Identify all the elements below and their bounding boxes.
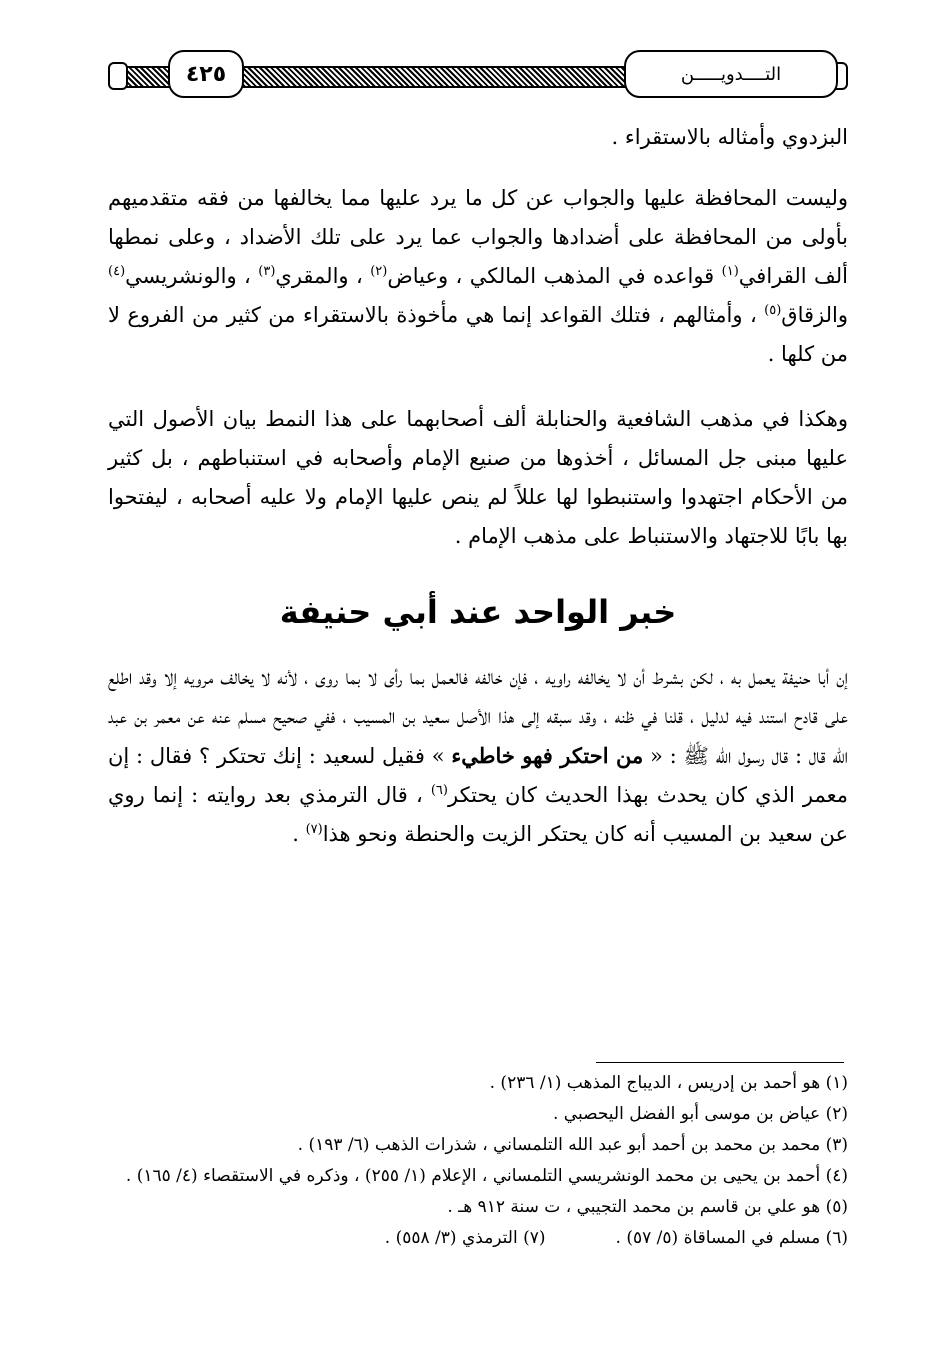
page-number: ٤٢٥: [168, 50, 244, 98]
hadith-text: من احتكر فهو خاطيء: [451, 743, 644, 768]
footnote-ref-2: (٢): [370, 264, 388, 279]
main-text: [108, 118, 848, 880]
footnote-5: (٥) هو علي بن قاسم بن محمد التجيبي ، ت سنة ٩١٢ هـ .: [447, 1197, 848, 1217]
footnote-ref-3: (٣): [258, 264, 276, 279]
paragraph-1: البزدوي وأمثاله بالاستقراء .: [611, 125, 848, 149]
footnote-6: (٦) مسلم في المساقاة (٥/ ٥٧) .: [615, 1228, 848, 1248]
paragraph-2: [108, 179, 848, 374]
footnote-ref-7: (٧): [305, 822, 323, 837]
paragraph-3: وهكذا في مذهب الشافعية والحنابلة ألف أصحابهما على هذا النمط بيان الأصول التي عليها مبنى جل المسائل ، أخذوها من صنيع الإمام وأصحابه في استنباطهم ، بل كثير من الأحكام اجتهدوا واستنبطوا لها عللاً لم ينص عليها الإمام ولا عليه أصحابه ، ليفتحوا بها بابًا للاجتهاد والاستنباط على مذهب الإمام .: [108, 407, 848, 548]
footnote-4: (٤) أحمد بن يحيى بن محمد الونشريسي التلمساني ، الإعلام (١/ ٢٥٥) ، وذكره في الاستقصاء (٤/ ١٦٥) .: [125, 1166, 848, 1186]
footnote-ref-4: (٤): [108, 264, 126, 279]
footnote-7: (٧) الترمذي (٣/ ٥٥٨) .: [384, 1228, 546, 1248]
paragraph-4-text-a: إن أبا حنيفة يعمل به ، لكن بشرط أن لا يخالفه راويه ، فإن خالفه فالعمل بما رأى لا بما روى ، لأنه لا يخالف مرويه إلا وقد اطلع على قادح استند فيه لدليل ، قلنا في ظنه ، وقد سبقه إلى هذا الأصل سعيد بن المسيب ، ففي صحيح مسلم عنه عن معمر بن عبد الله قال : قال رسول الله ﷺ : «: [108, 665, 849, 768]
footnote-ref-1: (١): [721, 264, 739, 279]
paragraph-2-text-e: والزقاق: [781, 303, 848, 327]
footnote-3: (٣) محمد بن محمد بن أحمد أبو عبد الله التلمساني ، شذرات الذهب (٦/ ١٩٣) .: [297, 1135, 848, 1155]
header-left-cap: [108, 62, 128, 90]
section-heading: خبر الواحد عند أبي حنيفة: [279, 593, 677, 631]
footnotes: [108, 1068, 848, 1254]
paragraph-4-text-d: .: [292, 822, 306, 846]
paragraph-2-text-b: قواعده في المذهب المالكي ، وعياض: [387, 264, 722, 288]
footnote-row-6-7: [108, 1223, 848, 1254]
page-header: [108, 44, 848, 110]
footnote-ref-6: (٦): [430, 783, 448, 798]
footnote-2: (٢) عياض بن موسى أبو الفضل اليحصبي .: [552, 1104, 848, 1124]
footnote-ref-5: (٥): [764, 303, 782, 318]
footnote-separator: [596, 1062, 844, 1063]
paragraph-4-text-b: » فقيل لسعيد : إنك تحتكر ؟ فقال : إن معمر الذي كان يحدث بهذا الحديث كان يحتكر: [108, 744, 849, 807]
paragraph-2-text-d: ، والونشريسي: [125, 264, 259, 288]
paragraph-2-text-c: ، والمقري: [275, 264, 371, 288]
paragraph-4: [108, 658, 848, 854]
paragraph-2-text-a: وليست المحافظة عليها والجواب عن كل ما يرد عليها مما يخالفها من فقه متقدميهم بأولى من المحافظة على أضدادها والجواب عما يرد على تلك الأضداد ، وعلى نمطها ألف القرافي: [108, 186, 848, 288]
running-title: التــــدويـــــن: [624, 50, 838, 98]
paragraph-4-text-c: ، قال الترمذي بعد روايته : إنما روي عن سعيد بن المسيب أنه كان يحتكر الزيت والحنطة ونحو هذا: [108, 783, 848, 846]
paragraph-2-text-f: ، وأمثالهم ، فتلك القواعد إنما هي مأخوذة بالاستقراء من كثير من الفروع لا من كلها .: [108, 303, 848, 366]
footnote-1: (١) هو أحمد بن إدريس ، الديباج المذهب (١/ ٢٣٦) .: [489, 1073, 848, 1093]
